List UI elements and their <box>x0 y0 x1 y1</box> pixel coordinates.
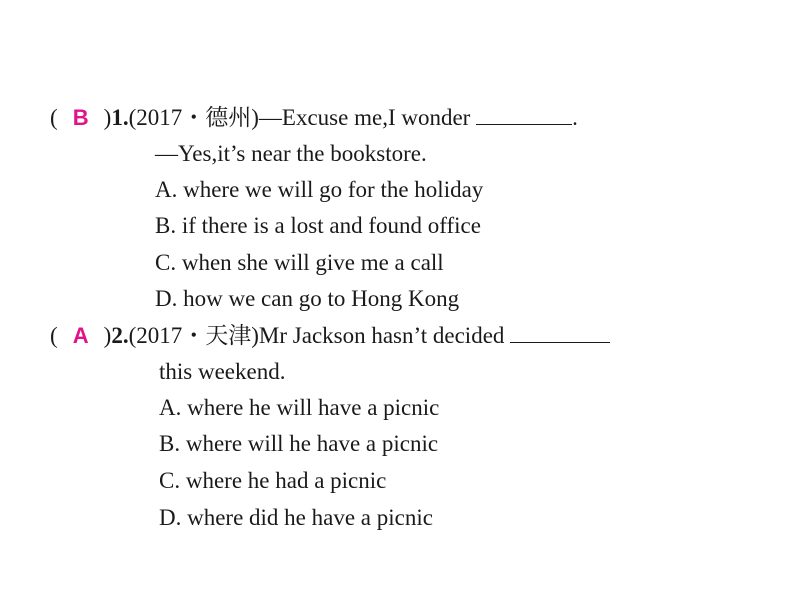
question-number-2: 2. <box>111 323 129 348</box>
answer-blank-1 <box>476 123 572 125</box>
option-1d: D. how we can go to Hong Kong <box>155 286 460 311</box>
question-text-1: —Excuse me,I wonder <box>258 105 471 130</box>
question-2-stem <box>50 321 610 351</box>
close-paren: ) <box>103 105 112 130</box>
question-1-reply: —Yes,it’s near the bookstore. <box>155 141 427 166</box>
question-text-2: Mr Jackson hasn’t decided <box>258 323 505 348</box>
option-1c: C. when she will give me a call <box>155 250 444 275</box>
option-2b: B. where will he have a picnic <box>159 431 439 456</box>
question-2-continuation: this weekend. <box>159 359 286 384</box>
open-paren: ( <box>50 323 58 348</box>
open-paren: ( <box>50 105 58 130</box>
option-1b: B. if there is a lost and found office <box>155 213 481 238</box>
question-number-1: 1. <box>111 105 129 130</box>
option-1a: A. where we will go for the holiday <box>155 177 484 202</box>
option-2c: C. where he had a picnic <box>159 468 387 493</box>
question-1-stem <box>50 103 578 133</box>
question-source-2: (2017・天津) <box>128 323 259 348</box>
answer-1: B <box>72 105 89 130</box>
answer-2: A <box>72 323 89 348</box>
question-end-1: . <box>572 105 578 130</box>
option-2a: A. where he will have a picnic <box>159 395 440 420</box>
answer-blank-2 <box>510 341 610 343</box>
question-source-1: (2017・德州) <box>128 105 259 130</box>
option-2d: D. where did he have a picnic <box>159 505 433 530</box>
close-paren: ) <box>103 323 112 348</box>
